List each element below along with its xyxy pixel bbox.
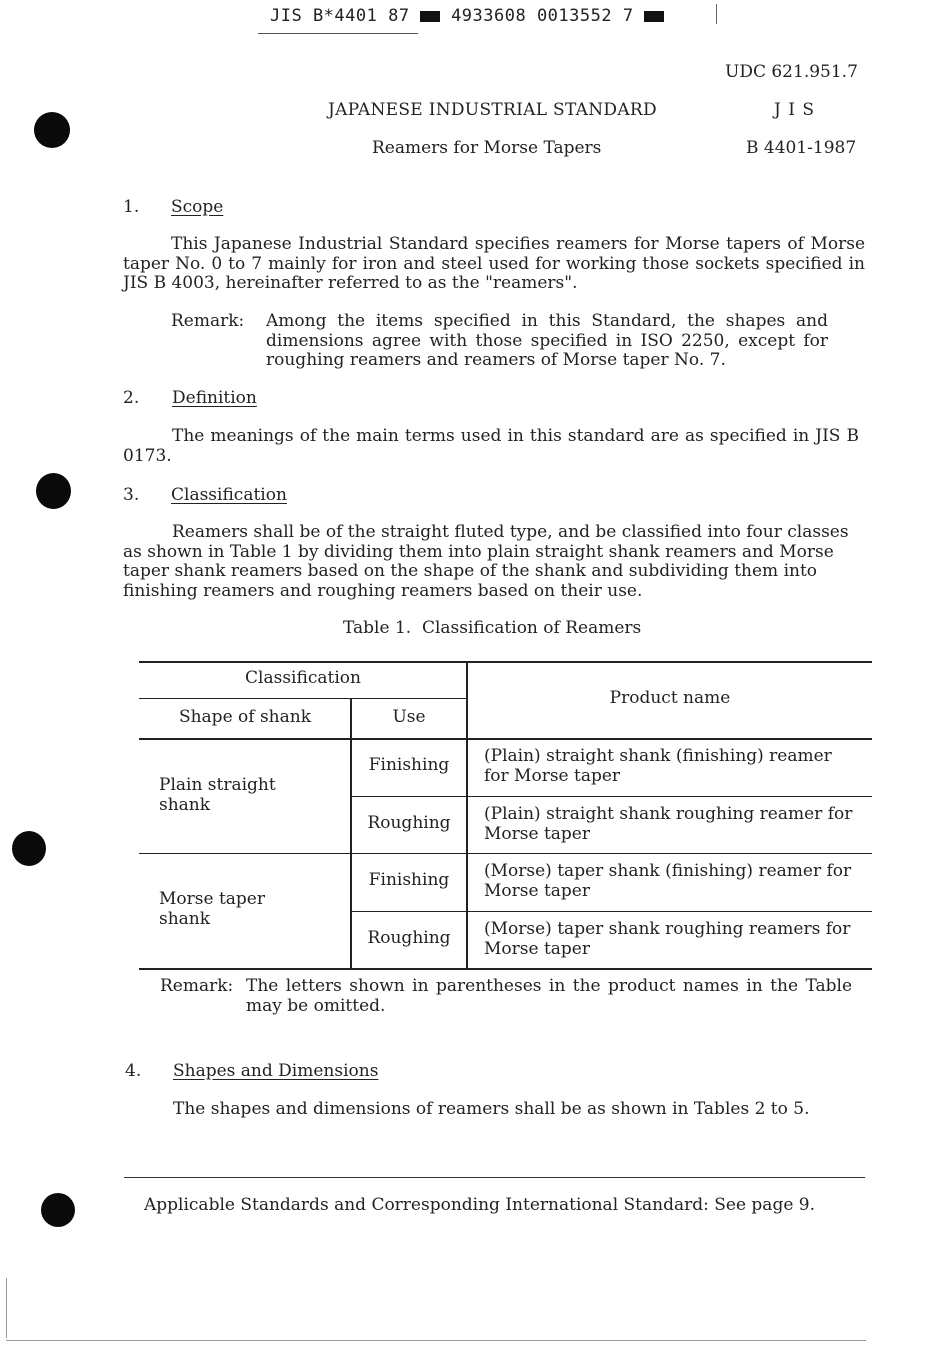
standard-type: JAPANESE INDUSTRIAL STANDARD: [328, 100, 657, 120]
section-heading-scope: Scope: [171, 197, 224, 217]
punch-hole-icon: [41, 1193, 75, 1227]
punch-hole-icon: [36, 473, 71, 509]
table-cell-use: Roughing: [367, 928, 451, 948]
table-cell-use: Roughing: [367, 813, 451, 833]
section-number: 4.: [125, 1061, 142, 1081]
table-cell-product: (Plain) straight shank (finishing) reamer for Morse taper: [484, 746, 832, 786]
table-cell-shank: Plain straight shank: [159, 775, 276, 815]
table-rule: [350, 911, 872, 912]
table-header-shank: Shape of shank: [178, 707, 312, 727]
table-cell-use: Finishing: [368, 870, 450, 890]
header-code-mid: 4933608 0013552 7: [451, 6, 634, 26]
table-cell-product: (Morse) taper shank roughing reamers for Morse taper: [484, 919, 851, 959]
section-heading-classification: Classification: [171, 485, 287, 505]
section-number: 2.: [123, 388, 140, 408]
scan-edge-line: [6, 1340, 866, 1341]
scope-body: This Japanese Industrial Standard specifies reamers for Morse tapers of Morse taper No. 0 to 7 mainly for iron and steel used for working those sockets specified in JIS B 4003, hereinafter referred to as the "reamers".: [123, 234, 865, 293]
table-header-classification: Classification: [245, 668, 361, 688]
section-number: 3.: [123, 485, 140, 505]
jis-mark: J I S: [774, 100, 815, 120]
punch-hole-icon: [34, 112, 70, 148]
section-number: 1.: [123, 197, 140, 217]
header-right-mark: [716, 4, 717, 24]
page-title: Reamers for Morse Tapers: [372, 138, 602, 158]
table-cell-product: (Morse) taper shank (finishing) reamer for Morse taper: [484, 861, 852, 901]
definition-body: The meanings of the main terms used in this standard are as specified in JIS B 0173.: [123, 426, 859, 466]
section-heading-shapes: Shapes and Dimensions: [173, 1061, 379, 1081]
shapes-body: The shapes and dimensions of reamers shall be as shown in Tables 2 to 5.: [173, 1099, 810, 1119]
classification-body: Reamers shall be of the straight fluted type, and be classified into four classes as shown in Table 1 by dividing them into plain straight shank reamers and Morse taper shank reamers based on the shape of the shank and subdividing them into finishing reamers and roughing reamers based on their use.: [123, 522, 849, 601]
table-rule: [139, 968, 872, 970]
table-rule: [139, 698, 467, 699]
table-cell-use: Finishing: [368, 755, 450, 775]
header-rule: [258, 33, 418, 34]
scope-remark-text: Among the items specified in this Standard, the shapes and dimensions agree with those specified in ISO 2250, except for roughing reamers and reamers of Morse taper No. 7.: [266, 311, 828, 370]
punch-hole-icon: [12, 831, 46, 866]
table-header-product: Product name: [609, 688, 731, 708]
footer-rule: [124, 1177, 865, 1178]
black-marker-icon: [644, 11, 664, 22]
standard-number: B 4401-1987: [746, 138, 857, 158]
table-rule: [350, 796, 872, 797]
table-cell-product: (Plain) straight shank roughing reamer for Morse taper: [484, 804, 853, 844]
udc-code: UDC 621.951.7: [725, 62, 858, 82]
black-marker-icon: [420, 11, 440, 22]
table-cell-shank: Morse taper shank: [159, 889, 265, 929]
scope-remark-label: Remark:: [171, 311, 245, 331]
footer-note: Applicable Standards and Corresponding International Standard: See page 9.: [144, 1195, 816, 1215]
table-rule: [139, 661, 872, 663]
table-caption: Table 1. Classification of Reamers: [343, 618, 642, 638]
header-code-left: JIS B*4401 87: [270, 6, 410, 26]
table-header-use: Use: [392, 707, 426, 727]
section-heading-definition: Definition: [172, 388, 257, 408]
table-rule: [139, 853, 872, 854]
table-remark-text: The letters shown in parentheses in the product names in the Table may be omitted.: [246, 976, 852, 1016]
header-code-strip: [270, 6, 664, 26]
table-rule: [139, 738, 872, 740]
scan-edge-line: [6, 1278, 7, 1338]
table-remark-label: Remark:: [160, 976, 234, 996]
